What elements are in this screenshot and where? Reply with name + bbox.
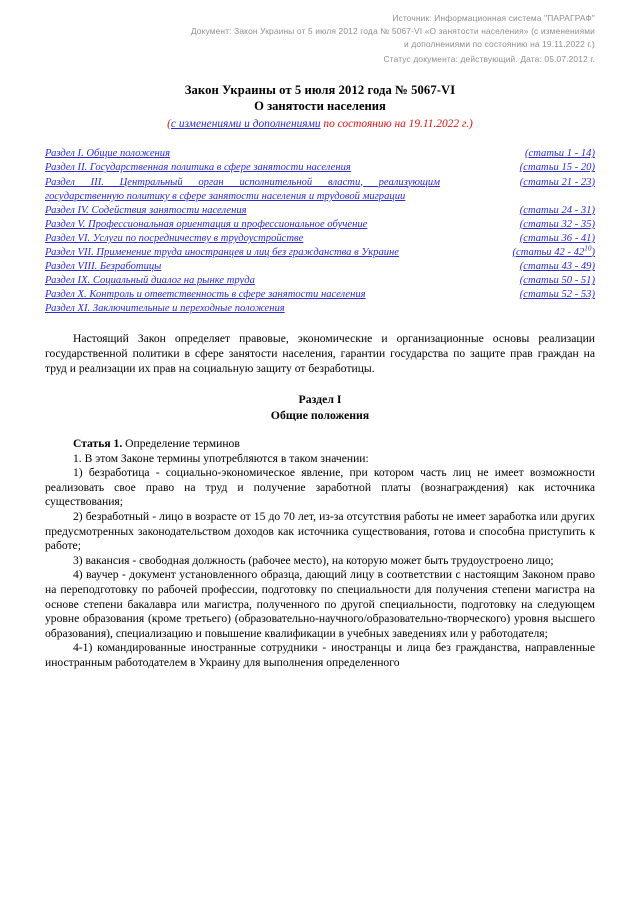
toc-link-section-9[interactable]: Раздел IX. Социальный диалог на рынке труда [45,275,255,287]
toc-articles-section-8[interactable]: (статьи 43 - 49) [519,261,595,273]
article-title: Определение терминов [122,437,240,451]
toc-link-section-4[interactable]: Раздел IV. Содействия занятости населения [45,204,247,216]
amendment-open-paren: ( [167,117,171,130]
preamble-paragraph: Настоящий Закон определяет правовые, экономические и организационные основы реализации государственной политики в сфере занятости населения, гарантии государства по защите прав граждан на труд и реализации их прав на социальную защиту от безработицы. [45,332,595,375]
law-title-line2: О занятости населения [254,99,386,114]
toc-articles-section-9[interactable]: (статьи 50 - 51) [519,275,595,287]
toc-row [45,302,595,316]
toc-row [45,204,595,218]
amendment-link[interactable]: с изменениями и дополнениями [170,117,321,130]
toc-row [45,147,595,161]
section-number: Раздел I [298,392,342,407]
body-paragraph: 3) вакансия - свободная должность (рабочее место), на которую может быть трудоустроено лицо; [73,553,554,567]
header-source: Источник: Информационная система "ПАРАГРАФ" [392,13,595,23]
body-paragraph: 4-1) командированные иностранные сотрудники - иностранцы и лица без гражданства, направленные иностранным работодателем в Украину для выполнения определенного [45,641,595,669]
toc-articles-section-10[interactable]: (статьи 52 - 53) [519,289,595,301]
body-paragraph: 4) ваучер - документ установленного образца, дающий лицу в соответствии с настоящим Законом право на переподготовку по рабочей профессии, подготовку по специальности для получения степени магистра на основе степени бакалавра или магистра, полученного по другой специальности, подготовку на следующем уровне образования (кроме третьего) (образовательно-научного/образовательно-творческого) уровня высшего образования), специализацию и повышение квалификации в учебных заведениях или у работодателя; [45,568,595,640]
toc-articles-section-7-base: (статьи 42 - 42 [512,246,585,258]
toc-link-section-7[interactable]: Раздел VII. Применение труда иностранцев и лиц без гражданства в Украине [45,246,399,258]
toc-row [45,218,595,232]
header-status: Статус документа: действующий. Дата: 05.07.2012 г. [383,53,595,64]
toc-articles-section-6[interactable]: (статьи 36 - 41) [519,232,595,244]
toc-link-section-3[interactable]: Раздел III. Центральный орган исполнительной власти, реализующим государственную политику в сфере занятости населения и трудовой миграции [45,176,440,202]
article-label: Статья 1. [73,437,123,451]
toc-articles-section-5[interactable]: (статьи 32 - 35) [519,218,595,230]
body-paragraph: 1. В этом Законе термины употребляются в таком значении: [73,451,369,465]
toc-articles-section-7-tail: ) [591,246,595,258]
toc-row [45,274,595,288]
toc-row [45,176,595,204]
toc-link-section-11[interactable]: Раздел XI. Заключительные и переходные положения [45,303,285,315]
header-document-line2: и дополнениями по состоянию на 19.11.2022 г.) [404,39,595,50]
toc-link-section-6[interactable]: Раздел VI. Услуги по посредничеству в трудоустройстве [45,232,304,244]
header-document-line1: Документ: Закон Украины от 5 июля 2012 года № 5067-VI «О занятости населения» (с изменениями [190,26,595,37]
toc-row [45,161,595,175]
amendment-note [45,116,595,133]
toc-link-section-5[interactable]: Раздел V. Профессиональная ориентация и профессиональное обучение [45,218,368,230]
section-heading [45,392,595,423]
toc-articles-section-1[interactable]: (статьи 1 - 14) [525,148,595,160]
document-title-block [45,82,595,133]
table-of-contents [45,147,595,316]
toc-link-section-2[interactable]: Раздел II. Государственная политика в сфере занятости населения [45,162,351,174]
toc-link-section-8[interactable]: Раздел VIII. Безработицы [45,261,162,273]
section-name: Общие положения [270,407,370,422]
toc-row [45,288,595,302]
toc-link-section-1[interactable]: Раздел I. Общие положения [45,148,171,160]
toc-articles-section-3[interactable]: (статьи 21 - 23) [519,176,595,188]
body-paragraph: 1) безработица - социально-экономическое явление, при котором часть лиц не имеет возможности реализовать свое право на труд и получение заработной платы (вознаграждения) как источника существования; [45,466,595,509]
toc-link-section-10[interactable]: Раздел X. Контроль и ответственность в сфере занятости населения [45,289,366,301]
body-paragraph: 2) безработный - лицо в возрасте от 15 до 70 лет, из-за отсутствия работы не имеет заработка или других предусмотренных законодательством доходов как источника существования, готова и способна приступить к работе; [45,510,595,553]
toc-articles-section-2[interactable]: (статьи 15 - 20) [519,162,595,174]
toc-row [45,260,595,274]
toc-articles-section-7[interactable] [483,246,595,260]
article-heading [45,437,595,452]
toc-articles-section-7-superscript: 10 [584,244,592,253]
toc-row [45,246,595,260]
toc-row [45,232,595,246]
toc-articles-section-4[interactable]: (статьи 24 - 31) [519,204,595,216]
amendment-date: по состоянию на 19.11.2022 г.) [320,117,473,130]
law-title-line1: Закон Украины от 5 июля 2012 года № 5067-VI [184,82,456,97]
document-header [45,12,595,66]
